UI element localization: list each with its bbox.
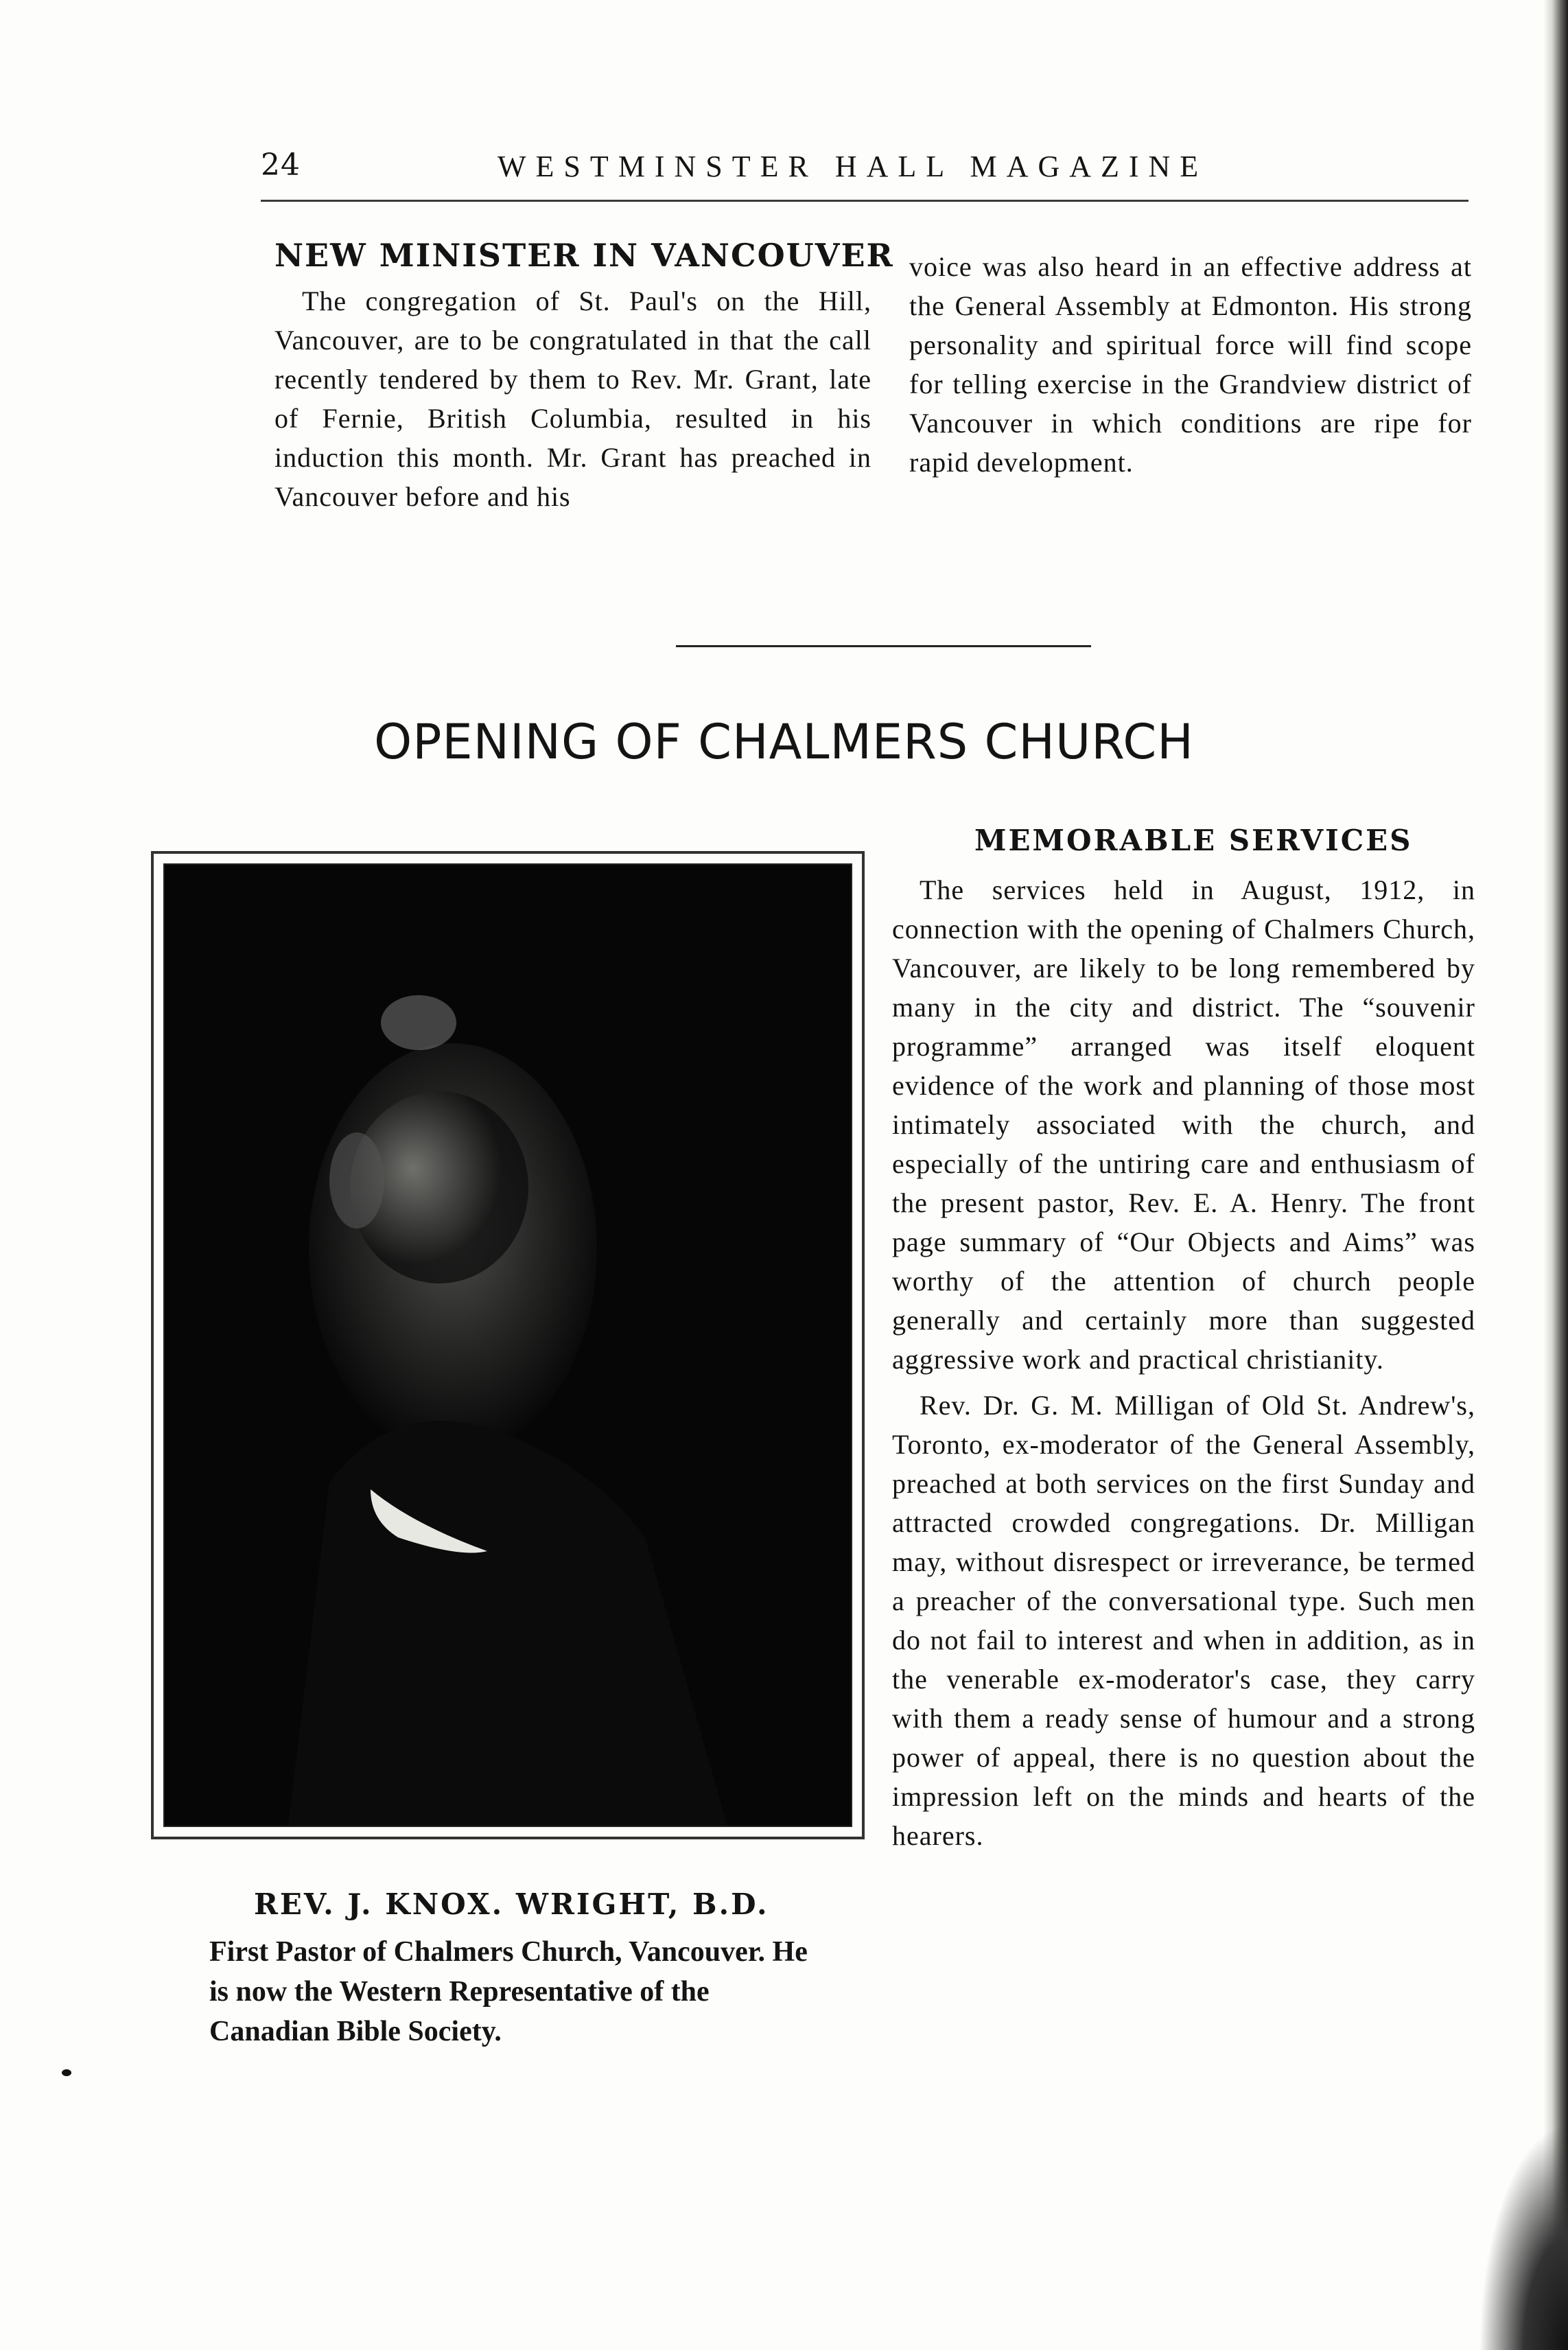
running-title: WESTMINSTER HALL MAGAZINE bbox=[498, 150, 1208, 183]
article-right-column: voice was also heard in an effective address at the General Assembly at Edmonton. His strong personality and spiritual force will find scope for telling exercise in the Grandview district of Vancouver in which conditions are ripe for rapid development. bbox=[909, 251, 1472, 478]
feature-paragraph: The services held in August, 1912, in connection with the opening of Chalmers Church, Vancouver, are likely to be long remembered by many in the city and district. The “souvenir programme” arranged was itself eloquent evidence of the work and planning of those most intimately associated with the church, and especially of the untiring care and enthusiasm of the present pastor, Rev. E. A. Henry. The front page summary of “Our Objects and Aims” was worthy of the attention of church people generally and certainly more than suggested aggressive work and practical christianity. bbox=[892, 874, 1475, 1375]
ink-speck bbox=[62, 2069, 71, 2076]
feature-subheading: MEMORABLE SERVICES bbox=[974, 824, 1413, 857]
page-header bbox=[261, 148, 1468, 202]
portrait-photo bbox=[163, 863, 852, 1827]
portrait-caption-name: REV. J. KNOX. WRIGHT, B.D. bbox=[254, 1887, 769, 1921]
portrait-caption-text: First Pastor of Chalmers Church, Vancouver. He is now the Western Representative of the Canadian Bible Society. bbox=[209, 1936, 808, 2047]
header-rule bbox=[261, 200, 1468, 202]
page-number: 24 bbox=[261, 148, 301, 183]
portrait-image bbox=[165, 865, 851, 1826]
article-heading-new-minister: NEW MINISTER IN VANCOUVER bbox=[274, 237, 894, 274]
page-edge-shadow bbox=[1543, 0, 1568, 2350]
feature-paragraph: Rev. Dr. G. M. Milligan of Old St. Andrew's, Toronto, ex-moderator of the General Assembly, preached at both services on the first Sunday and attracted crowded congregations. Dr. Milligan may, without disrespect or irreverance, be termed a preacher of the conversational type. Such men do not fail to interest and when in addition, as in the venerable ex-moderator's case, they carry with them a ready sense of humour and a strong power of appeal, there is no question about the impression left on the minds and hearts of the hearers. bbox=[892, 1390, 1475, 1851]
page-corner-shadow bbox=[1479, 2124, 1568, 2350]
article-left-column: The congregation of St. Paul's on the Hill, Vancouver, are to be congratulated in that the call recently tendered by them to Rev. Mr. Grant, late of Fernie, British Columbia, resulted in his induction this month. Mr. Grant has preached in Vancouver before and his bbox=[274, 286, 871, 512]
feature-body bbox=[892, 870, 1475, 1862]
feature-title: OPENING OF CHALMERS CHURCH bbox=[374, 714, 1194, 770]
section-divider bbox=[676, 645, 1091, 647]
portrait-frame bbox=[151, 851, 865, 1839]
